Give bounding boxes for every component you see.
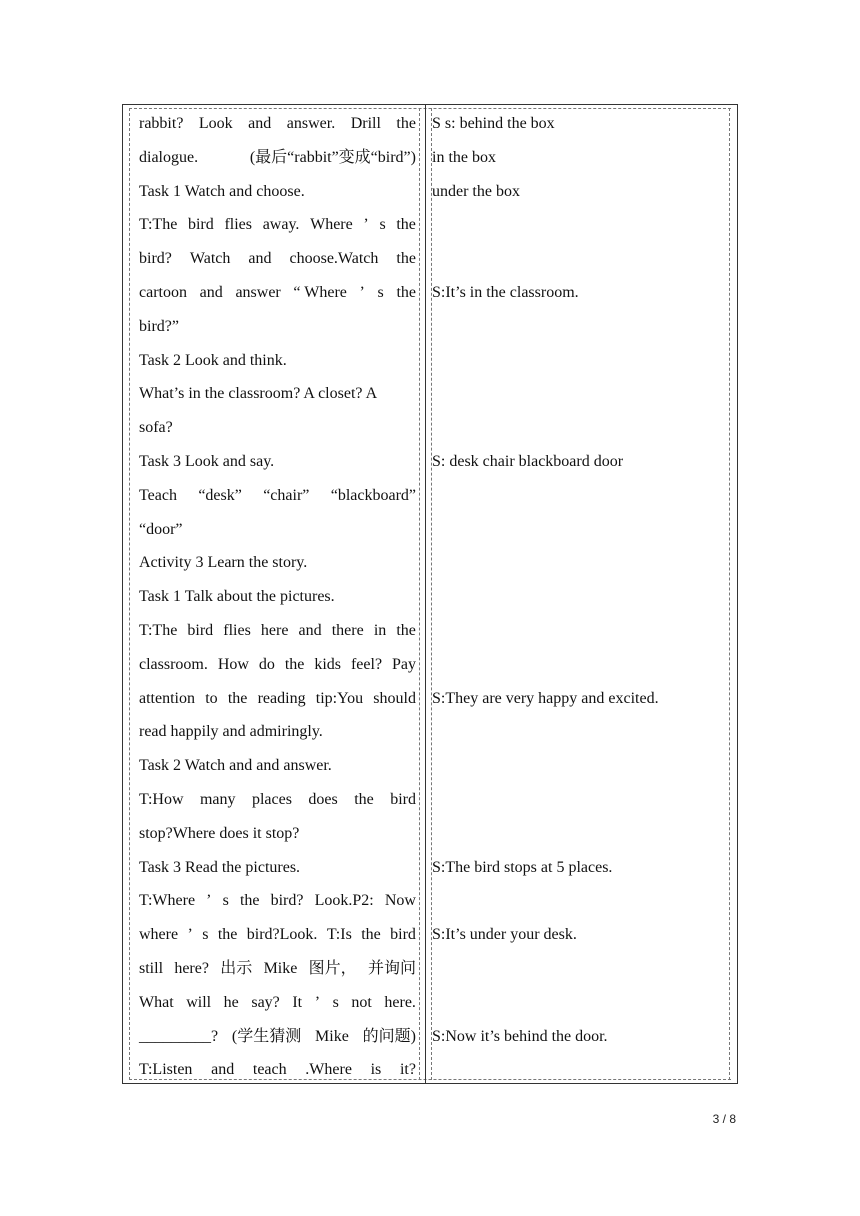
word: kids [314, 655, 342, 673]
word: Mike [315, 1027, 349, 1045]
word: the [396, 216, 416, 234]
student-text-line: S:Now it’s behind the door. [432, 1027, 608, 1045]
word: away. [262, 216, 300, 234]
word: is [370, 1061, 382, 1079]
word: teach [252, 1061, 287, 1079]
word: dialogue. [139, 148, 199, 166]
word: Look [198, 115, 233, 132]
lesson-table [122, 104, 738, 1084]
word: places [251, 791, 292, 808]
word: Task 2 Look and think. [139, 351, 287, 369]
word: here? [174, 960, 209, 977]
word: not [351, 993, 372, 1011]
word: here. [384, 993, 416, 1011]
word: attention [139, 689, 195, 707]
word: ’ [363, 216, 369, 234]
word: in [373, 622, 387, 639]
word: classroom. [139, 655, 208, 673]
word: .Where [305, 1061, 352, 1079]
word: T:How [139, 791, 184, 808]
word: Activity 3 Learn the story. [139, 554, 308, 572]
word: 图片， [308, 960, 357, 977]
word: bird?” [139, 317, 179, 335]
word: bird?Look. [246, 926, 318, 944]
word: does [308, 791, 338, 808]
word: the [227, 689, 248, 707]
word: the [396, 250, 416, 268]
word: T:The [139, 216, 178, 234]
word: it? [399, 1061, 416, 1079]
word: s [222, 892, 229, 910]
word: say? [251, 993, 280, 1011]
word: What [139, 993, 174, 1011]
word: “desk” [198, 486, 242, 504]
word: and [211, 1061, 235, 1079]
word: ’ [206, 892, 212, 910]
word: rabbit? [139, 115, 184, 132]
word: 的问题) [362, 1027, 416, 1045]
word: read happily and admiringly. [139, 723, 323, 741]
student-text-line: S s: behind the box [432, 115, 555, 132]
word: still [139, 960, 164, 977]
student-text-line: S:It’s in the classroom. [432, 284, 579, 301]
student-text-line: S: desk chair blackboard door [432, 453, 624, 470]
word: answer. [286, 115, 336, 132]
word: ’ [187, 926, 193, 944]
word: bird [187, 216, 214, 234]
word: What’s in the classroom? A closet? A [139, 385, 378, 403]
word: sofa? [139, 419, 173, 437]
student-text-line: in the box [432, 148, 496, 166]
word: flies [223, 622, 251, 639]
word: choose.Watch [289, 250, 379, 268]
word: reading [257, 689, 306, 707]
word: “blackboard” [330, 486, 416, 504]
word: _________? [139, 1027, 219, 1045]
word: and [248, 115, 272, 132]
word: do [258, 655, 275, 673]
word: he [223, 993, 239, 1011]
word: Drill [350, 115, 381, 132]
word: Task 3 Look and say. [139, 453, 275, 470]
word: “chair” [263, 486, 310, 504]
word: Look.P2: [314, 892, 374, 910]
word: T:Is [326, 926, 352, 944]
word: T:The [139, 622, 178, 639]
word: where [139, 926, 179, 944]
word: to [205, 689, 218, 707]
word: 出示 [220, 960, 253, 977]
word: (学生猜测 [231, 1027, 302, 1045]
word: bird [187, 622, 214, 639]
student-text-line: S:It’s under your desk. [432, 926, 577, 944]
word: feel? [350, 655, 383, 673]
word: the [396, 622, 416, 639]
word: and [248, 250, 272, 268]
word: many [199, 791, 236, 808]
word: T:Where [139, 892, 196, 910]
student-text-line: under the box [432, 182, 520, 200]
word: Task 3 Read the pictures. [139, 858, 301, 876]
word: (最后“rabbit”变成“bird”) [249, 148, 416, 166]
word: the [396, 284, 416, 301]
word: the [284, 655, 305, 673]
word: and [199, 284, 223, 301]
student-text-line: S:The bird stops at 5 places. [432, 858, 613, 876]
word: Task 1 Talk about the pictures. [139, 588, 335, 606]
word: there [331, 622, 364, 639]
word: s [332, 993, 339, 1011]
word: T:Listen [139, 1061, 193, 1079]
word: It [292, 993, 303, 1011]
page-number: 3 / 8 [712, 1112, 736, 1126]
word: Now [384, 892, 416, 910]
word: bird [390, 926, 416, 944]
student-text-line: S:They are very happy and excited. [432, 689, 659, 707]
word: bird [390, 791, 416, 808]
word: stop?Where does it stop? [139, 824, 300, 842]
word: cartoon [139, 284, 187, 301]
word: bird? [139, 250, 172, 268]
word: s [202, 926, 209, 944]
word: Teach [139, 486, 177, 504]
word: s [377, 284, 384, 301]
word: 并询问 [367, 960, 416, 977]
word: Pay [392, 655, 416, 673]
word: here [260, 622, 289, 639]
word: the [396, 115, 416, 132]
word: “ Where [293, 284, 347, 301]
word: will [186, 993, 212, 1011]
word: ’ [314, 993, 321, 1011]
word: Watch [189, 250, 231, 268]
word: Task 2 Watch and and answer. [139, 757, 332, 775]
word: Mike [263, 960, 298, 977]
word: the [239, 892, 260, 910]
word: ’ [359, 284, 365, 301]
student-activity-cell [123, 105, 737, 1083]
word: the [361, 926, 381, 944]
word: and [298, 622, 322, 639]
word: s [379, 216, 386, 234]
word: should [373, 689, 416, 707]
word: bird? [270, 892, 304, 910]
word: How [217, 655, 249, 673]
word: the [354, 791, 374, 808]
word: the [217, 926, 238, 944]
word: tip:You [315, 689, 364, 707]
word: “door” [139, 520, 183, 538]
word: Where [310, 216, 353, 234]
word: flies [224, 216, 252, 234]
word: answer [235, 284, 281, 301]
word: Task 1 Watch and choose. [139, 182, 305, 200]
